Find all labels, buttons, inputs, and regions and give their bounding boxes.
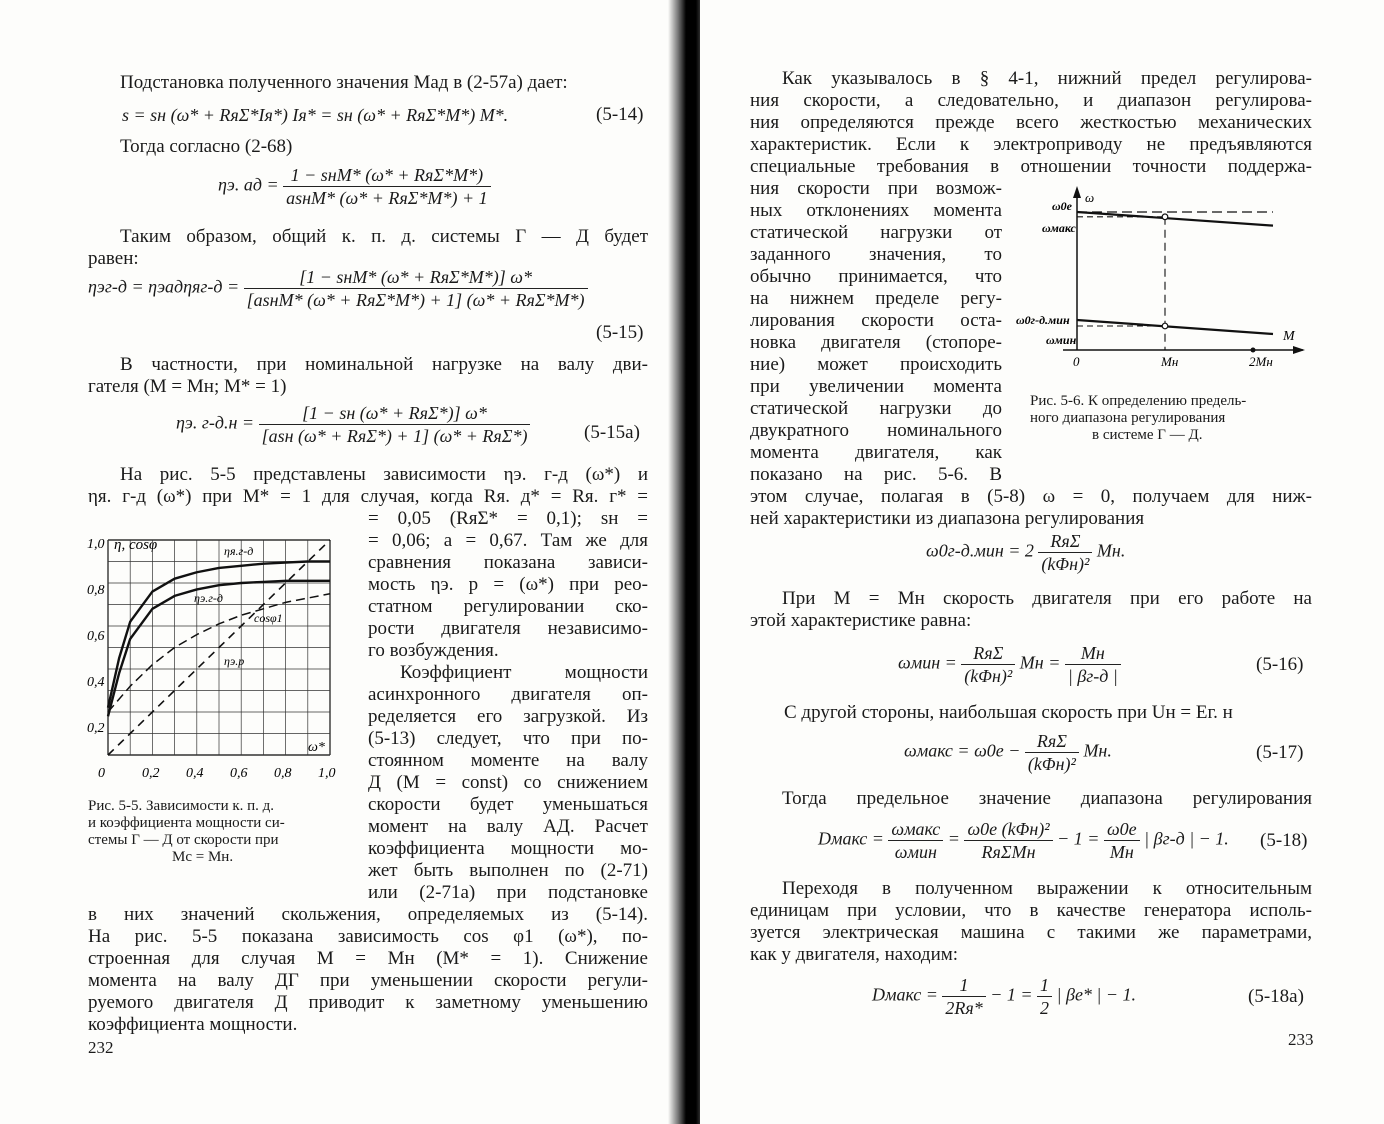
text-line: обычно принимается, что — [750, 266, 1002, 287]
lower-characteristic — [1077, 320, 1273, 334]
text-line: асинхронного двигателя оп- — [368, 684, 648, 705]
figure-caption: и коэффициента мощности си- — [88, 815, 285, 831]
text-line: го возбуждения. — [368, 640, 499, 661]
x-axis-arrow — [1293, 346, 1305, 354]
text-line: С другой стороны, наибольшая скорость при Uн = Eг. н — [784, 702, 1233, 723]
text-line: мость ηэ. р = (ω*) при рео- — [368, 574, 648, 595]
text-line: ния определяются прежде всего жесткостью механических — [750, 112, 1312, 133]
text-line: ределяется его загрузкой. Из — [368, 706, 648, 727]
text-line: ния скорости при возмож- — [750, 178, 1002, 199]
text-line: (5-13) следует, что при по- — [368, 728, 648, 749]
figure-caption: Рис. 5-6. К определению предель- — [1030, 393, 1247, 409]
text-line: в них значений скольжения, определяемых из (5-14). — [88, 904, 648, 925]
curve-label-cosphi1: cosφ1 — [254, 611, 283, 625]
text-line: На рис. 5-5 представлены зависимости ηэ. г-д (ω*) и — [120, 464, 648, 485]
equation-number: (5-15а) — [584, 422, 640, 443]
curve-label-eta-ya-gd: ηя.г-д — [224, 544, 254, 558]
x-tick: 0 — [98, 766, 105, 781]
text-line: При M = Mн скорость двигателя при его работе на — [782, 588, 1312, 609]
text-line: ных отклонениях момента — [750, 200, 1002, 221]
text-line: этом случае, полагая в (5-8) ω = 0, получаем для ниж- — [750, 486, 1312, 507]
text-line: стоянном моменте на валу — [368, 750, 648, 771]
x-tick: 0,4 — [186, 766, 204, 781]
y-tick: 1,0 — [87, 537, 105, 552]
equation-5-14: s = sн (ω* + RяΣ*Iя*) Iя* = sн (ω* + RяΣ*M*) M*. — [122, 105, 509, 125]
text-line: характеристик. Если к электроприводу не предъявляются — [750, 134, 1312, 155]
y-tick: 0,4 — [87, 675, 105, 690]
y-tick: 0,2 — [87, 721, 105, 736]
x-tick: 0,6 — [230, 766, 248, 781]
equation-number: (5-18а) — [1248, 986, 1304, 1007]
text-line: жет быть выполнен по (2-71) — [368, 860, 648, 881]
label-omega0e: ω0е — [1052, 199, 1073, 213]
text-line: скорости будет уменьшаться — [368, 794, 648, 815]
axis-title: η, cosφ — [114, 537, 158, 553]
label-2Mn: 2Mн — [1249, 354, 1273, 369]
text-line: руемого двигателя Д приводит к заметному уменьшению — [88, 992, 648, 1013]
text-line: момента на валу ДГ при уменьшении скорости регули- — [88, 970, 648, 991]
text-line: лирования скорости оста- — [750, 310, 1002, 331]
page-number: 232 — [88, 1038, 114, 1057]
text-line: специальные требования в отношении точности поддержа- — [750, 156, 1312, 177]
curve-label-eta-e-gd: ηэ.г-д — [194, 591, 223, 605]
text-line: на нижнем пределе регу- — [750, 288, 1002, 309]
point-min — [1162, 323, 1168, 329]
y-tick: 0,8 — [87, 583, 105, 598]
text-line: момент на валу АД. Расчет — [368, 816, 648, 837]
x-tick: 1,0 — [318, 766, 336, 781]
text-line: Переходя в полученном выражении к относительным — [782, 878, 1312, 899]
text-line: Тогда предельное значение диапазона регулирования — [782, 788, 1312, 809]
text-line: сравнения показана зависи- — [368, 552, 648, 573]
figure-caption: стемы Г — Д от скорости при — [88, 832, 279, 848]
text-line: равен: — [88, 248, 139, 269]
text-line: единицам при условии, что в качестве генератора исполь- — [750, 900, 1312, 921]
label-omega: ω — [1085, 190, 1095, 205]
equation-5-17: ωмакс = ω0е − $\frac{\text{RяΣ}}{\text{(kΦн)²}}$ Mн. — [904, 731, 1112, 774]
text-line: ηя. г-д (ω*) при M* = 1 для случая, когда Rя. д* = Rя. г* = — [88, 486, 648, 507]
text-line: зуется электрическая машина с такими же параметрами, — [750, 922, 1312, 943]
text-line: Подстановка полученного значения Mад в (2-57а) дает: — [120, 72, 568, 93]
label-Mn: Mн — [1161, 354, 1179, 369]
upper-characteristic — [1077, 212, 1273, 226]
figure-caption: Рис. 5-5. Зависимости к. п. д. — [88, 798, 275, 814]
y-tick: 0,6 — [87, 629, 105, 644]
text-line: двукратного номинального — [750, 420, 1002, 441]
text-line: коэффициента мощности мо- — [368, 838, 648, 859]
equation-number: (5-14) — [596, 104, 644, 125]
text-line: Тогда согласно (2-68) — [120, 136, 293, 157]
text-line: В частности, при номинальной нагрузке на валу дви- — [120, 354, 648, 375]
text-line: = 0,06; a = 0,67. Там же для — [368, 530, 648, 551]
text-line: Таким образом, общий к. п. д. системы Г — Д будет — [120, 226, 648, 247]
chart-lines — [1063, 186, 1305, 354]
text-line: ней характеристики из диапазона регулирования — [750, 508, 1145, 529]
text-line: ния скорости, а следовательно, и диапазон регулирова- — [750, 90, 1312, 111]
text-line: Д (M = const) со снижением — [368, 772, 648, 793]
figure-caption: ного диапазона регулирования — [1030, 410, 1226, 426]
equation-5-18a: Dмакс = $\frac{1}{2Rя*}$ − 1 = $\frac{1}{2}$ | βе* | − 1. — [872, 975, 1137, 1018]
text-line: момента двигателя, как — [750, 442, 1002, 463]
point-max — [1162, 214, 1168, 220]
text-line: На рис. 5-5 показана зависимость cos φ1 (ω*), по- — [88, 926, 648, 947]
text-line: статической нагрузки от — [750, 222, 1002, 243]
left-page — [0, 0, 676, 1124]
text-line: при увеличении момента — [750, 376, 1002, 397]
text-line: новка двигателя (стопоре- — [750, 332, 1002, 353]
text-line: статической нагрузки до — [750, 398, 1002, 419]
curve-label-eta-e-r: ηэ.р — [224, 654, 245, 668]
equation-5-18: Dмакс = $\frac{\text{ωмакс}}{\text{ωмин}}$ = $\frac{\text{ω0е (kΦн)²}}{\text{RяΣMн}}$ − 1 = $\frac{\omega 0е}{Mн}$ | βг-д | − 1. — [818, 819, 1229, 862]
equation-eta-ad: ηэ. ад = $\frac{\text{1 − sнM* (ω* + RяΣ*M*)}}{\text{asнM* (ω* + RяΣ*M*) + 1}}$ — [218, 164, 491, 209]
point-2Mn — [1251, 348, 1256, 353]
equation-5-16: ωмин = $\frac{\text{RяΣ}}{\text{(kΦн)²}}$ Mн = $\frac{Mн}{| \beta г-д |}$ — [898, 642, 1121, 687]
equation-omega0-min: ω0г-д.мин = 2 $\frac{\text{RяΣ}}{\text{(kΦн)²}}$ Mн. — [926, 531, 1126, 574]
text-line: Коэффициент мощности — [400, 662, 648, 683]
y-axis-arrow — [1073, 186, 1081, 198]
figure-caption: в системе Г — Д. — [1092, 427, 1203, 443]
label-omega-maks: ωмакс — [1042, 221, 1076, 235]
x-tick: 0,8 — [274, 766, 292, 781]
text-line: как у двигателя, находим: — [750, 944, 959, 965]
text-line: Как указывалось в § 4-1, нижний предел регулирова- — [782, 68, 1312, 89]
text-line: ние) может происходить — [750, 354, 1002, 375]
text-line: статном регулировании ско- — [368, 596, 648, 617]
right-page — [700, 0, 1384, 1124]
page-number: 233 — [1288, 1030, 1314, 1049]
text-line: заданного значения, то — [750, 244, 1002, 265]
equation-number: (5-18) — [1260, 830, 1308, 851]
label-zero: 0 — [1073, 354, 1080, 369]
text-line: коэффициента мощности. — [88, 1014, 298, 1035]
text-line: этой характеристике равна: — [750, 610, 972, 631]
x-tick: 0,2 — [142, 766, 160, 781]
equation-5-15a: ηэ. г-д.н = $\frac{\text{[1 − sн (ω* + RяΣ*)] ω*}}{\text{[asн (ω* + RяΣ*) + 1] (ω* + RяΣ*)}}$ — [176, 402, 530, 447]
label-M: M — [1283, 329, 1295, 344]
label-omega-min: ωмин — [1046, 333, 1077, 347]
text-line: строенная для случая M = Mн (M* = 1). Снижение — [88, 948, 648, 969]
text-line: или (2-71а) при подстановке — [368, 882, 648, 903]
equation-5-15: ηэг-д = ηэадηяг-д = $\frac{\text{[1 − sнM* (ω* + RяΣ*M*)] ω*}}{\text{[asнM* (ω* + RяΣ*M*) + 1] (ω* + RяΣ*M*)}}$ — [88, 266, 588, 311]
text-line: гателя (M = Mн; M* = 1) — [88, 376, 287, 397]
text-line: рости двигателя независимо- — [368, 618, 648, 639]
figure-5-5 — [86, 525, 336, 795]
figure-caption: Mс = Mн. — [172, 849, 234, 865]
figure-5-6 — [1015, 182, 1315, 382]
x-axis-label: ω* — [308, 740, 325, 755]
equation-number: (5-17) — [1256, 742, 1304, 763]
equation-number: (5-16) — [1256, 654, 1304, 675]
equation-number: (5-15) — [596, 322, 644, 343]
text-line: = 0,05 (RяΣ* = 0,1); sн = — [368, 508, 648, 529]
text-line: показано на рис. 5-6. В — [750, 464, 1002, 485]
label-omega0-gd-min: ω0г-д.мин — [1016, 313, 1070, 327]
